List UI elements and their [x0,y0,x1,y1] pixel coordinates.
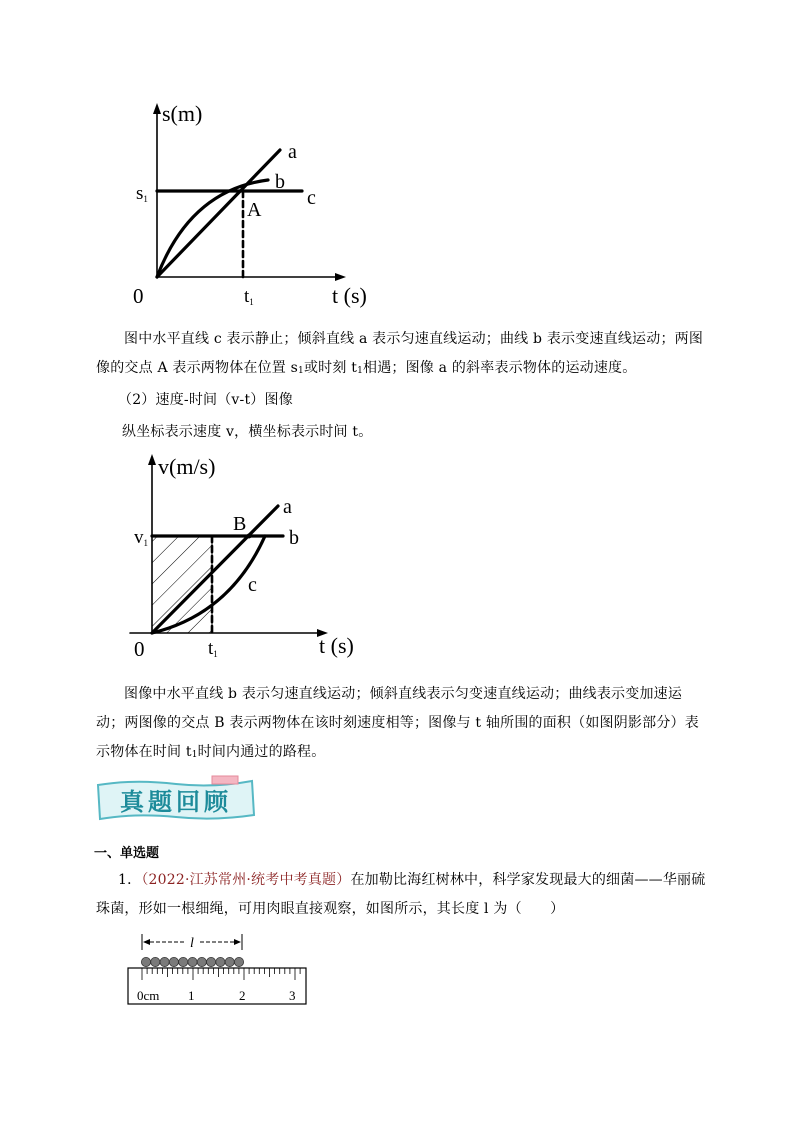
vt-ylabel: v(m/s) [158,454,216,479]
vt-description [96,680,706,770]
st-curve-b [157,180,268,277]
vt-desc-part2: 时间内通过的路程。 [197,744,326,760]
st-s1-label: s1 [136,183,148,204]
st-label-c: c [307,187,316,209]
question-number: 1． [118,872,142,888]
vt-label-B: B [233,513,247,535]
length-arrowhead-left [143,939,150,945]
st-origin: 0 [133,284,144,308]
question-text: 在加勒比海红树林中，科学家发现最大的细菌——华丽硫珠菌，形如一根细绳，可用肉眼直接观察，如图所示，其长度 l 为（ ） [96,872,706,917]
st-label-a: a [288,141,297,163]
vt-v1-label: v1 [134,527,148,548]
st-xlabel: t (s) [332,283,367,308]
vt-heading: （2）速度-时间（v-t）图像 [118,392,293,408]
st-desc-part2: 或时刻 t [303,360,358,376]
bacterium-bead [179,957,188,966]
vt-desc-part1: 图像中水平直线 b 表示匀速直线运动；倾斜直线表示匀变速直线运动；曲线表示变加速运动；两图像的交点 B 表示两物体在该时刻速度相等；图像与 t 轴所围的面积（如图阴影部分）表示物体在时间 t [96,686,699,760]
ruler-label-2: 2 [239,988,246,1003]
bacterium-bead [141,957,150,966]
banner-text: 真题回顾 [120,790,232,816]
ruler-figure [120,926,320,1008]
vt-t1-label: t1 [208,638,218,659]
bacterium-bead [225,957,234,966]
ruler-label-0: 0cm [137,988,160,1003]
st-y-arrow [153,103,161,114]
st-desc-sub2: 1 [357,366,363,376]
bacterium-bead [216,957,225,966]
st-line-a [157,150,280,277]
st-label-A: A [247,199,262,221]
bacterium-bead [207,957,216,966]
section-title: 一、单选题 [94,846,160,861]
vt-desc-sub1: 1 [191,750,198,760]
bacterium-bead [234,957,243,966]
section-banner [94,775,259,825]
st-desc-part3: 相遇；图像 a 的斜率表示物体的运动速度。 [363,360,637,376]
st-x-arrow [335,273,346,281]
bacterium-bead [151,957,160,966]
vt-graph [120,446,370,666]
st-description [96,325,706,386]
question-source: （2022·江苏常州·统考中考真题） [141,872,351,888]
st-graph [120,95,380,320]
vt-xlabel: t (s) [319,633,354,658]
vt-label-c: c [248,574,257,596]
ruler-label-1: 1 [188,988,195,1003]
question-1 [96,866,706,924]
length-arrowhead-right [234,939,241,945]
length-label: l [190,936,194,951]
vt-intro: 纵坐标表示速度 v，横坐标表示时间 t。 [122,424,373,440]
banner-tab [212,776,238,784]
vt-y-arrow [148,454,156,465]
ruler-label-3: 3 [289,988,296,1003]
vt-shaded-area [152,536,212,633]
bacterium [141,957,243,966]
st-desc-part1: 图中水平直线 c 表示静止；倾斜直线 a 表示匀速直线运动；曲线 b 表示变速直线运动；两图像的交点 A 表示两物体在位置 s [96,331,704,376]
bacterium-bead [160,957,169,966]
st-t1-label: t1 [244,286,254,307]
vt-label-b: b [289,527,299,549]
st-ylabel: s(m) [162,101,203,126]
bacterium-bead [197,957,206,966]
bacterium-bead [188,957,197,966]
vt-label-a: a [283,496,292,518]
vt-point-B [247,534,252,539]
vt-origin: 0 [134,637,145,661]
st-desc-sub1: 1 [298,366,304,376]
bacterium-bead [169,957,178,966]
st-label-b: b [275,171,285,193]
